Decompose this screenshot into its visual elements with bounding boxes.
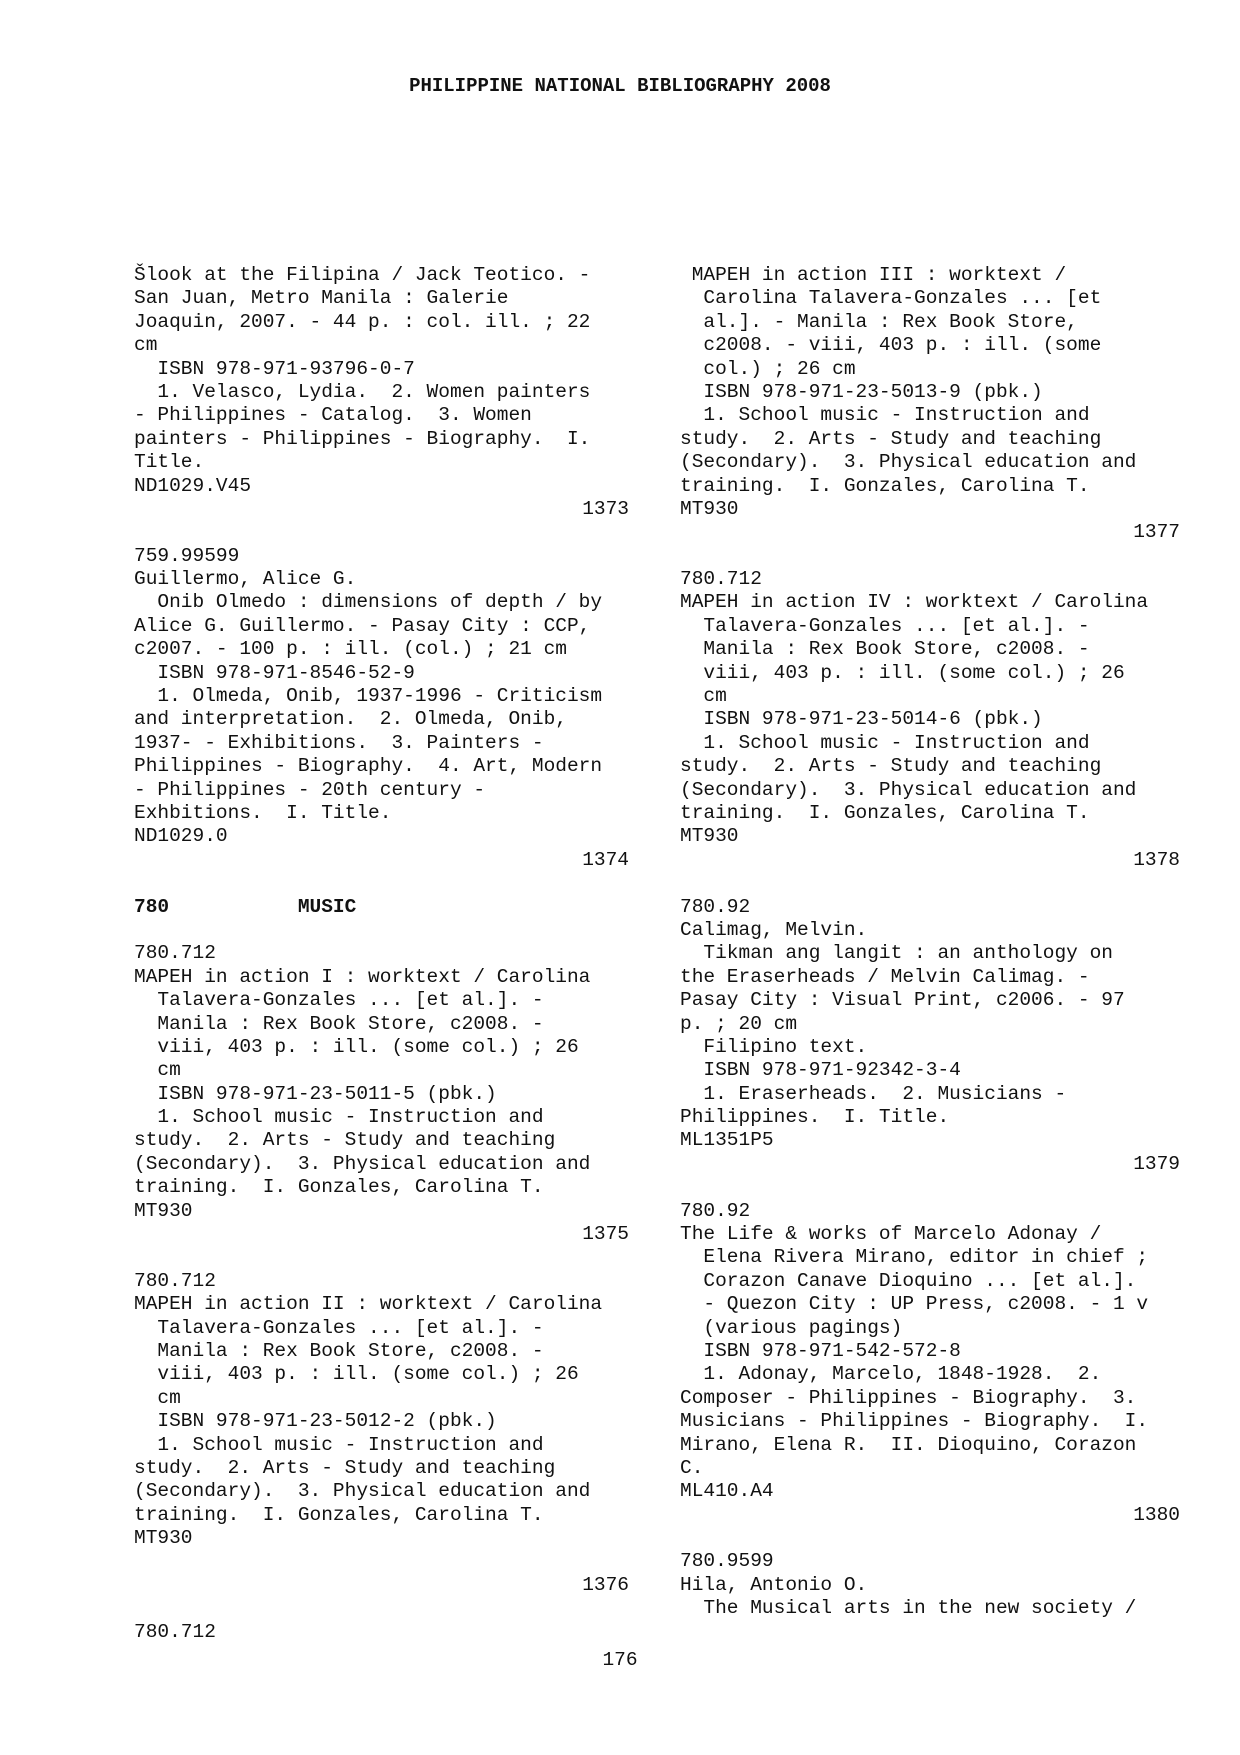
entry-line: 1. School music - Instruction and	[680, 731, 1090, 754]
entry-line: - Philippines - 20th century -	[134, 778, 486, 801]
entry-line: Elena Rivera Mirano, editor in chief ;	[680, 1246, 1149, 1269]
entry-line: - Philippines - Catalog. 3. Women	[134, 404, 532, 427]
entry-line: painters - Philippines - Biography. I.	[134, 427, 591, 450]
entry-line: MAPEH in action III : worktext /	[680, 264, 1067, 286]
entry-line: 780.712	[134, 1620, 216, 1643]
entry-line: training. I. Gonzales, Carolina T.	[134, 1503, 544, 1526]
entry-line: MT930	[680, 825, 739, 848]
entry-line: cm	[134, 334, 158, 357]
entry-line	[134, 1550, 629, 1573]
right-column	[680, 264, 1180, 1621]
entry-line: MT930	[134, 1199, 193, 1222]
entry-line: viii, 403 p. : ill. (some col.) ; 26	[134, 1035, 579, 1058]
entry-line: 780.712	[134, 1269, 216, 1292]
entry-line: 780.92	[680, 1199, 751, 1222]
entry-line: ND1029.0	[134, 825, 228, 848]
entry-line: training. I. Gonzales, Carolina T.	[134, 1176, 544, 1199]
entry-line: 1. Adonay, Marcelo, 1848-1928. 2.	[680, 1363, 1102, 1386]
entry-line: Philippines. I. Title.	[680, 1106, 950, 1129]
entry-line: The Life & works of Marcelo Adonay /	[680, 1223, 1102, 1246]
entry-number: 1373	[582, 497, 629, 520]
entry-line	[134, 872, 629, 895]
entry-line: viii, 403 p. : ill. (some col.) ; 26	[134, 1363, 579, 1386]
entry-line: Exhbitions. I. Title.	[134, 801, 392, 824]
entry-line: viii, 403 p. : ill. (some col.) ; 26	[680, 661, 1125, 684]
entry-number: 1377	[1133, 521, 1180, 544]
entry-line: training. I. Gonzales, Carolina T.	[680, 801, 1090, 824]
entry-line: Carolina Talavera-Gonzales ... [et	[680, 287, 1102, 310]
entry-number: 1379	[1133, 1152, 1180, 1175]
entry-line: study. 2. Arts - Study and teaching	[134, 1129, 556, 1152]
entry-line: Tikman ang langit : an anthology on	[680, 942, 1113, 965]
entry-line: MAPEH in action IV : worktext / Carolina	[680, 591, 1149, 614]
entry-line: MT930	[134, 1527, 193, 1550]
entry-line: ML1351P5	[680, 1129, 774, 1152]
entry-line: Calimag, Melvin.	[680, 918, 868, 941]
entry-line: 780.9599	[680, 1550, 774, 1573]
entry-number: 1378	[1133, 848, 1180, 871]
entry-line: study. 2. Arts - Study and teaching	[680, 427, 1102, 450]
entry-line: 1. School music - Instruction and	[134, 1106, 544, 1129]
entry-line: training. I. Gonzales, Carolina T.	[680, 474, 1090, 497]
entry-line: 780.92	[680, 895, 751, 918]
entry-line: c2007. - 100 p. : ill. (col.) ; 21 cm	[134, 638, 567, 661]
entry-line: ISBN 978-971-93796-0-7	[134, 357, 415, 380]
entry-line: Composer - Philippines - Biography. 3.	[680, 1386, 1137, 1409]
entry-line	[680, 1176, 1180, 1199]
section-heading: 780 MUSIC	[134, 895, 357, 918]
entry-line: study. 2. Arts - Study and teaching	[134, 1456, 556, 1479]
entry-line: (Secondary). 3. Physical education and	[134, 1480, 591, 1503]
entry-number: 1375	[582, 1223, 629, 1246]
entry-line: 1. School music - Instruction and	[680, 404, 1090, 427]
entry-line: Talavera-Gonzales ... [et al.]. -	[680, 614, 1090, 637]
entry-line: p. ; 20 cm	[680, 1012, 798, 1035]
entry-line: (Secondary). 3. Physical education and	[680, 778, 1137, 801]
entry-line: - Quezon City : UP Press, c2008. - 1 v	[680, 1293, 1149, 1316]
page-title: PHILIPPINE NATIONAL BIBLIOGRAPHY 2008	[409, 75, 831, 97]
entry-line: The Musical arts in the new society /	[680, 1597, 1137, 1620]
entry-line: 780.712	[134, 942, 216, 965]
entry-line: MAPEH in action I : worktext / Carolina	[134, 965, 591, 988]
entry-line: Pasay City : Visual Print, c2006. - 97	[680, 989, 1125, 1012]
entry-line: ISBN 978-971-542-572-8	[680, 1339, 961, 1362]
entry-line: Filipino text.	[680, 1035, 868, 1058]
entry-line: ISBN 978-971-23-5012-2 (pbk.)	[134, 1410, 497, 1433]
entry-line: Guillermo, Alice G.	[134, 568, 357, 591]
entry-line: Alice G. Guillermo. - Pasay City : CCP,	[134, 614, 591, 637]
entry-line	[134, 1246, 629, 1269]
entry-line: Šlook at the Filipina / Jack Teotico. -	[134, 264, 591, 286]
entry-line: 1. Velasco, Lydia. 2. Women painters	[134, 380, 591, 403]
entry-line: Onib Olmedo : dimensions of depth / by	[134, 591, 603, 614]
entry-line: cm	[680, 685, 727, 708]
entry-line: ISBN 978-971-92342-3-4	[680, 1059, 961, 1082]
entry-line: MT930	[680, 497, 739, 520]
entry-line: ISBN 978-971-23-5011-5 (pbk.)	[134, 1082, 497, 1105]
entry-line	[134, 521, 629, 544]
entry-line: Manila : Rex Book Store, c2008. -	[680, 638, 1090, 661]
entry-line: ISBN 978-971-8546-52-9	[134, 661, 415, 684]
entry-line: ISBN 978-971-23-5013-9 (pbk.)	[680, 380, 1043, 403]
entry-line: Joaquin, 2007. - 44 p. : col. ill. ; 22	[134, 310, 591, 333]
entry-number: 1374	[582, 848, 629, 871]
entry-line: Manila : Rex Book Store, c2008. -	[134, 1339, 544, 1362]
entry-line: Title.	[134, 451, 205, 474]
entry-line: 1. School music - Instruction and	[134, 1433, 544, 1456]
entry-line: ISBN 978-971-23-5014-6 (pbk.)	[680, 708, 1043, 731]
entry-line: Mirano, Elena R. II. Dioquino, Corazon	[680, 1433, 1137, 1456]
entry-line: MAPEH in action II : worktext / Carolina	[134, 1293, 603, 1316]
entry-line: 1. Olmeda, Onib, 1937-1996 - Criticism	[134, 685, 603, 708]
entry-line: 759.99599	[134, 544, 240, 567]
entry-number: 1380	[1133, 1503, 1180, 1526]
entry-line: ML410.A4	[680, 1480, 774, 1503]
entry-line: ND1029.V45	[134, 474, 252, 497]
entry-line: Hila, Antonio O.	[680, 1573, 868, 1596]
entry-line: col.) ; 26 cm	[680, 357, 856, 380]
entry-line: (Secondary). 3. Physical education and	[134, 1152, 591, 1175]
entry-line: Talavera-Gonzales ... [et al.]. -	[134, 1316, 544, 1339]
entry-line: 1. Eraserheads. 2. Musicians -	[680, 1082, 1067, 1105]
entry-line	[680, 1527, 1180, 1550]
entry-line: (various pagings)	[680, 1316, 903, 1339]
entry-line: Manila : Rex Book Store, c2008. -	[134, 1012, 544, 1035]
entry-line: (Secondary). 3. Physical education and	[680, 451, 1137, 474]
entry-number: 1376	[582, 1573, 629, 1596]
entry-line	[680, 872, 1180, 895]
entry-line: Musicians - Philippines - Biography. I.	[680, 1410, 1149, 1433]
entry-line: San Juan, Metro Manila : Galerie	[134, 287, 509, 310]
entry-line	[134, 919, 629, 942]
entry-line	[680, 545, 1180, 568]
entry-line: cm	[134, 1386, 181, 1409]
entry-line	[134, 1597, 629, 1620]
entry-line: c2008. - viii, 403 p. : ill. (some	[680, 334, 1102, 357]
entry-line: 1937- - Exhibitions. 3. Painters -	[134, 731, 544, 754]
entry-line: and interpretation. 2. Olmeda, Onib,	[134, 708, 567, 731]
page-number: 176	[602, 1649, 638, 1671]
entry-line: Philippines - Biography. 4. Art, Modern	[134, 755, 603, 778]
entry-line: cm	[134, 1059, 181, 1082]
entry-line: C.	[680, 1456, 704, 1479]
entry-line: Talavera-Gonzales ... [et al.]. -	[134, 989, 544, 1012]
entry-line: study. 2. Arts - Study and teaching	[680, 755, 1102, 778]
left-column	[134, 264, 629, 1644]
entry-line: 780.712	[680, 568, 762, 591]
entry-line: the Eraserheads / Melvin Calimag. -	[680, 965, 1090, 988]
entry-line: al.]. - Manila : Rex Book Store,	[680, 310, 1078, 333]
entry-line: Corazon Canave Dioquino ... [et al.].	[680, 1269, 1137, 1292]
